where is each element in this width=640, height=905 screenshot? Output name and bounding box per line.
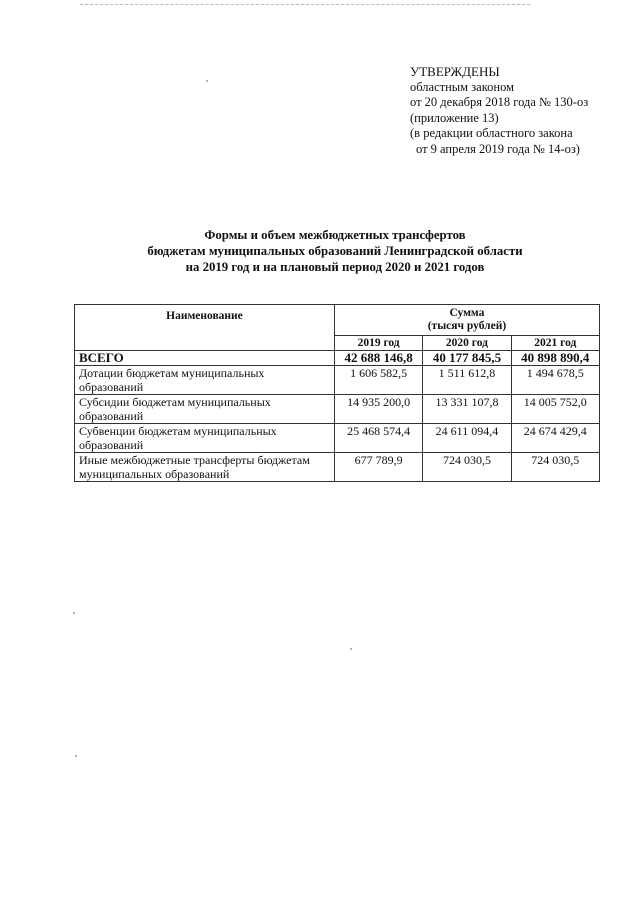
row-value-2020: 24 611 094,4 — [423, 424, 511, 453]
approval-heading: УТВЕРЖДЕНЫ — [410, 64, 500, 79]
row-value-2019: 1 606 582,5 — [334, 366, 422, 395]
scan-speck — [73, 612, 75, 614]
table-header-row — [75, 305, 600, 336]
row-label: Субвенции бюджетам муниципальных образований — [75, 424, 335, 453]
table-row — [75, 366, 600, 395]
approval-law: областным законом — [410, 79, 515, 94]
row-value-2019: 677 789,9 — [334, 453, 422, 482]
header-year-2020: 2020 год — [423, 336, 511, 351]
scan-speck — [350, 648, 352, 650]
total-2021: 40 898 890,4 — [511, 351, 599, 366]
table-row — [75, 424, 600, 453]
approval-edition: (в редакции областного закона — [410, 126, 573, 141]
row-value-2021: 24 674 429,4 — [511, 424, 599, 453]
approval-edition-date: от 9 апреля 2019 года № 14-оз) — [416, 141, 580, 156]
row-value-2019: 25 468 574,4 — [334, 424, 422, 453]
row-value-2021: 724 030,5 — [511, 453, 599, 482]
title-line-3: на 2019 год и на плановый период 2020 и 2021 годов — [185, 260, 485, 274]
total-2019: 42 688 146,8 — [334, 351, 422, 366]
header-year-2021: 2021 год — [511, 336, 599, 351]
approval-stamp — [410, 64, 588, 158]
scan-edge-line — [80, 4, 530, 5]
header-year-2019: 2019 год — [334, 336, 422, 351]
row-label: Дотации бюджетам муниципальных образований — [75, 366, 335, 395]
transfers-table — [74, 304, 600, 482]
header-name: Наименование — [75, 305, 335, 351]
row-label: Субсидии бюджетам муниципальных образований — [75, 395, 335, 424]
table-row — [75, 395, 600, 424]
row-value-2021: 1 494 678,5 — [511, 366, 599, 395]
approval-appendix: (приложение 13) — [410, 110, 499, 125]
row-value-2020: 13 331 107,8 — [423, 395, 511, 424]
row-value-2020: 724 030,5 — [423, 453, 511, 482]
row-value-2021: 14 005 752,0 — [511, 395, 599, 424]
total-label: ВСЕГО — [75, 351, 335, 366]
row-value-2019: 14 935 200,0 — [334, 395, 422, 424]
approval-date: от 20 декабря 2018 года № 130-оз — [410, 95, 589, 110]
header-sum-unit: (тысяч рублей) — [427, 320, 507, 332]
table-row — [75, 453, 600, 482]
row-value-2020: 1 511 612,8 — [423, 366, 511, 395]
row-label: Иные межбюджетные трансферты бюджетам муниципальных образований — [75, 453, 335, 482]
table-row-total — [75, 351, 600, 366]
header-sum — [334, 305, 599, 336]
scan-speck — [75, 755, 77, 757]
scan-speck — [206, 80, 208, 82]
title-line-2: бюджетам муниципальных образований Ленинградской области — [147, 244, 523, 258]
document-title — [80, 227, 590, 275]
header-sum-label: Сумма — [449, 307, 485, 319]
total-2020: 40 177 845,5 — [423, 351, 511, 366]
title-line-1: Формы и объем межбюджетных трансфертов — [204, 228, 466, 242]
